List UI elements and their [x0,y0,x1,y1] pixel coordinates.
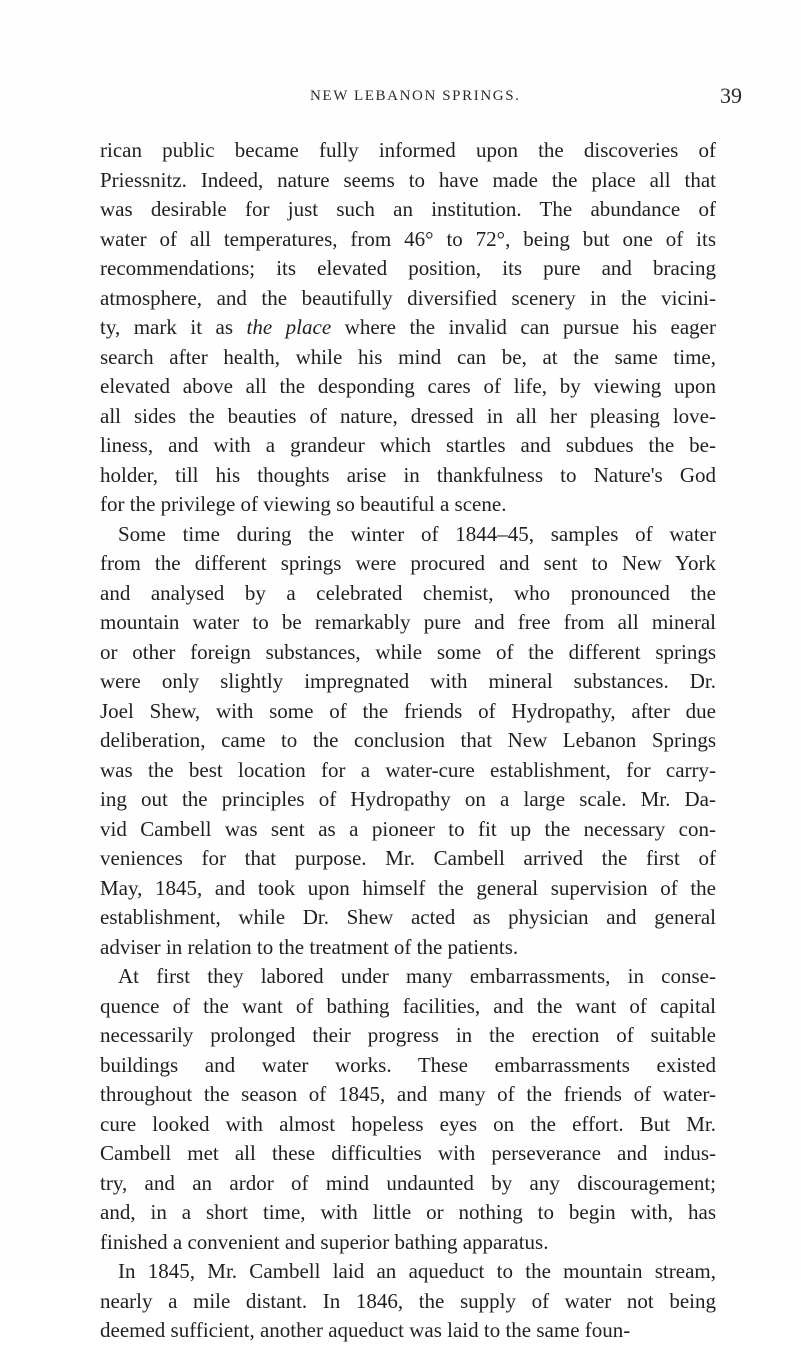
text-line: was the best location for a water-cure establishment, for carry- [100,757,716,782]
text-line: from the different springs were procured and sent to New York [100,551,716,575]
text-line: all sides the beauties of nature, dressed in all her pleasing love- [100,403,716,428]
text-line: atmosphere, and the beautifully diversified scenery in the vicini- [100,285,716,310]
text-line: mountain water to be remarkably pure and free from all mineral [100,610,716,634]
text-line: ing out the principles of Hydropathy on a large scale. Mr. Da- [100,787,716,811]
text-line: deemed sufficient, another aqueduct was laid to the same foun- [100,1318,631,1342]
text-line: necessarily prolonged their progress in the erection of suitable [100,1023,716,1047]
text-line: for the privilege of viewing so beautiful a scene. [100,492,507,516]
text-line: May, 1845, and took upon himself the general supervision of the [100,875,716,900]
text-line: Some time during the winter of 1844–45, samples of water [118,521,716,546]
text-line: liness, and with a grandeur which startles and subdues the be- [100,433,716,457]
text-line: finished a convenient and superior bathing apparatus. [100,1229,549,1254]
text-line: or other foreign substances, while some of the different springs [100,639,716,664]
text-line: and, in a short time, with little or nothing to begin with, has [100,1200,716,1224]
text-line: was desirable for just such an institution. The abundance of [100,197,716,221]
text-line: throughout the season of 1845, and many of the friends of water- [100,1082,716,1106]
paragraph [100,962,716,1257]
text-line: ty, mark it as the place where the invalid can pursue his eager [100,315,716,339]
text-line: Cambell met all these difficulties with perseverance and indus- [100,1141,716,1165]
text-line: rican public became fully informed upon the discoveries of [100,138,716,162]
text-line: In 1845, Mr. Cambell laid an aqueduct to the mountain stream, [118,1259,716,1283]
text-line: water of all temperatures, from 46° to 72°, being but one of its [100,226,716,251]
text-line: vid Cambell was sent as a pioneer to fit up the necessary con- [100,816,716,841]
text-line: adviser in relation to the treatment of the patients. [100,934,519,959]
text-line: buildings and water works. These embarrassments existed [100,1052,716,1077]
body-text [100,136,716,1346]
text-line: search after health, while his mind can be, at the same time, [100,344,716,369]
text-line: and analysed by a celebrated chemist, who pronounced the [100,580,716,605]
text-line: nearly a mile distant. In 1846, the supply of water not being [100,1288,716,1313]
text-line: deliberation, came to the conclusion that New Lebanon Springs [100,728,716,752]
text-line: establishment, while Dr. Shew acted as physician and general [100,905,716,929]
running-head: NEW LEBANON SPRINGS. [310,88,521,104]
page-number: 39 [720,83,742,108]
italic-phrase: the place [246,315,332,339]
text-line: quence of the want of bathing facilities, and the want of capital [100,993,716,1018]
text-line: were only slightly impregnated with mineral substances. Dr. [100,669,716,693]
text-line: Priessnitz. Indeed, nature seems to have made the place all that [100,167,716,192]
paragraph [100,1257,716,1346]
text-line: At first they labored under many embarrassments, in conse- [118,964,716,988]
text-line: elevated above all the desponding cares of life, by viewing upon [100,374,716,398]
paragraph [100,520,716,963]
text-line: Joel Shew, with some of the friends of Hydropathy, after due [100,698,716,723]
text-line: try, and an ardor of mind undaunted by any discouragement; [100,1170,716,1195]
text-line: veniences for that purpose. Mr. Cambell arrived the first of [100,846,716,870]
text-line: holder, till his thoughts arise in thankfulness to Nature's God [100,462,716,487]
paragraph [100,136,716,520]
text-line: recommendations; its elevated position, its pure and bracing [100,256,716,280]
text-line: cure looked with almost hopeless eyes on the effort. But Mr. [100,1111,716,1136]
